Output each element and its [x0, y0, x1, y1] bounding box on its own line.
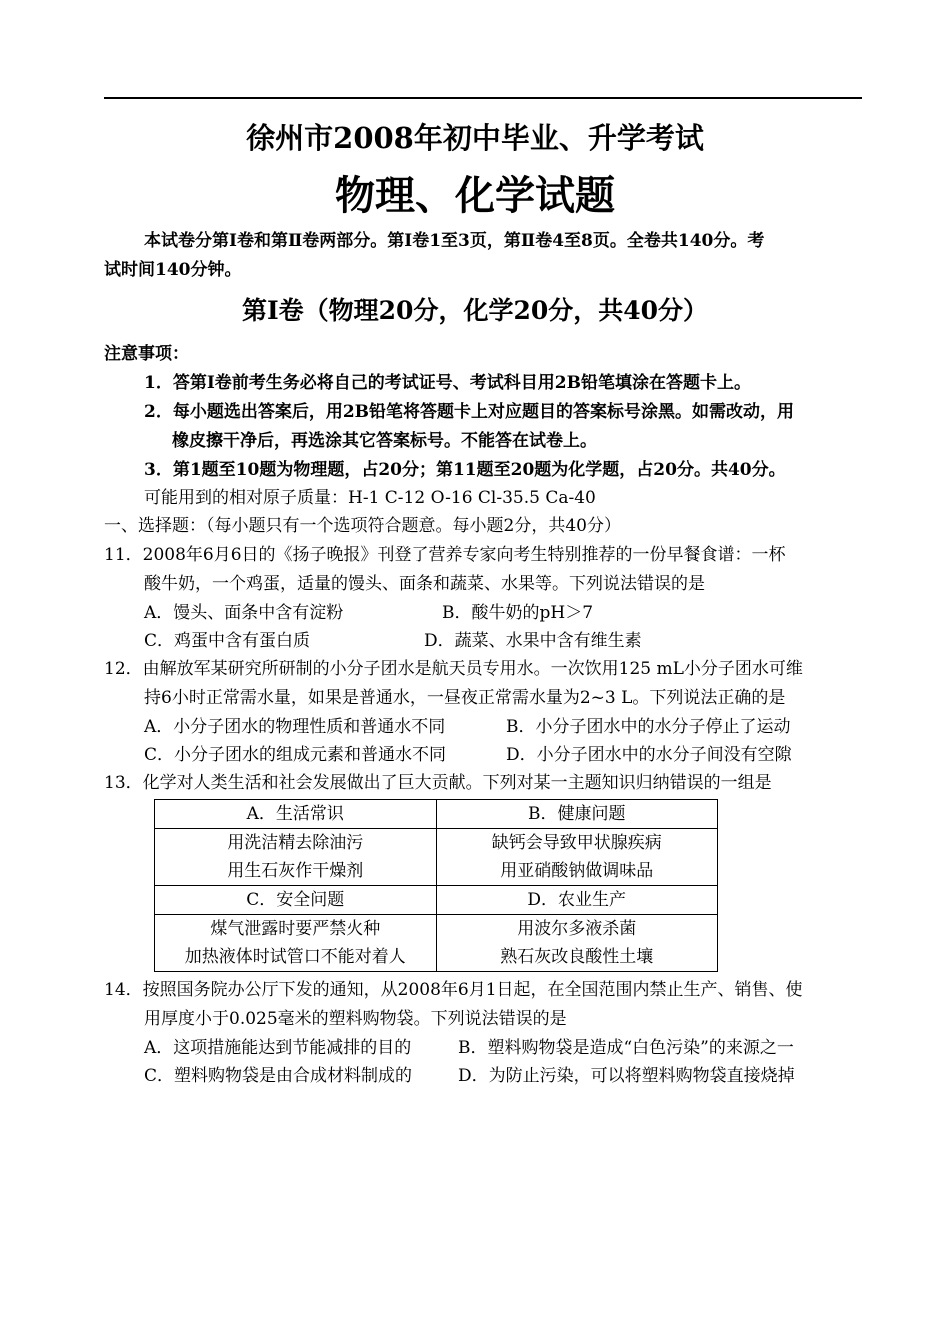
q14-option-b: B．塑料购物袋是造成“白色污染”的来源之一	[458, 1038, 794, 1058]
q14-option-d: D．为防止污染，可以将塑料购物袋直接烧掉	[458, 1066, 795, 1086]
q13-cell-b-body	[436, 829, 718, 886]
q13-table	[154, 799, 718, 972]
intro-line-1: 本试卷分第Ⅰ卷和第Ⅱ卷两部分。第Ⅰ卷1至3页，第Ⅱ卷4至8页。全卷共140分。考	[144, 231, 765, 251]
q13-c-item-2: 加热液体时试管口不能对着人	[184, 947, 406, 967]
q14-option-a: A．这项措施能达到节能减排的目的	[144, 1038, 412, 1058]
q13-c-item-1: 煤气泄露时要严禁火种	[210, 919, 381, 939]
q13-cell-d-head: D．农业生产	[436, 886, 718, 915]
q13-d-item-2: 熟石灰改良酸性土壤	[500, 947, 654, 967]
q12-stem-cont: 持6小时正常需水量，如果是普通水，一昼夜正常需水量为2~3 L。下列说法正确的是	[144, 688, 786, 708]
q14-stem-cont: 用厚度小于0.025毫米的塑料购物袋。下列说法错误的是	[144, 1009, 567, 1029]
q12-option-b: B．小分子团水中的水分子停止了运动	[506, 717, 791, 737]
top-rule	[104, 97, 862, 99]
q13-stem: 13．化学对人类生活和社会发展做出了巨大贡献。下列对某一主题知识归纳错误的一组是	[104, 773, 772, 793]
q11-option-d: D．蔬菜、水果中含有维生素	[424, 631, 642, 651]
q13-cell-d-body	[436, 915, 718, 972]
q13-b-item-2: 用亚硝酸钠做调味品	[500, 861, 654, 881]
note-2: 2．每小题选出答案后，用2B铅笔将答题卡上对应题目的答案标号涂黑。如需改动，用	[144, 402, 795, 422]
q12-option-d: D．小分子团水中的水分子间没有空隙	[506, 745, 792, 765]
q13-b-item-1: 缺钙会导致甲状腺疾病	[491, 833, 662, 853]
q13-cell-c-head: C．安全问题	[155, 886, 437, 915]
section-title: 第Ⅰ卷（物理20分，化学20分，共40分）	[241, 296, 709, 325]
note-3: 3．第1题至10题为物理题，占20分；第11题至20题为化学题，占20分。共40分。	[144, 460, 786, 480]
q13-cell-a-head: A．生活常识	[155, 800, 437, 829]
q13-cell-c-body	[155, 915, 437, 972]
intro-line-2: 试时间140分钟。	[104, 260, 242, 280]
q14-option-c: C．塑料购物袋是由合成材料制成的	[144, 1066, 413, 1086]
q14-stem: 14．按照国务院办公厅下发的通知，从2008年6月1日起，在全国范围内禁止生产、销售、使	[104, 980, 803, 1000]
q13-a-item-1: 用洗洁精去除油污	[227, 833, 364, 853]
q13-cell-b-head: B．健康问题	[436, 800, 718, 829]
note-2-cont: 橡皮擦干净后，再选涂其它答案标号。不能答在试卷上。	[172, 431, 597, 451]
q11-stem-cont: 酸牛奶，一个鸡蛋，适量的馒头、面条和蔬菜、水果等。下列说法错误的是	[144, 574, 705, 594]
q11-stem: 11．2008年6月6日的《扬子晚报》刊登了营养专家向考生特别推荐的一份早餐食谱：一杯	[104, 545, 786, 565]
q13-a-item-2: 用生石灰作干燥剂	[227, 861, 364, 881]
q11-option-c: C．鸡蛋中含有蛋白质	[144, 631, 311, 651]
atomic-mass-line: 可能用到的相对原子质量：H-1 C-12 O-16 Cl-35.5 Ca-40	[144, 488, 596, 508]
q13-cell-a-body	[155, 829, 437, 886]
q12-option-c: C．小分子团水的组成元素和普通水不同	[144, 745, 447, 765]
part-1-heading: 一、选择题：（每小题只有一个选项符合题意。每小题2分，共40分）	[104, 516, 621, 536]
note-1: 1．答第Ⅰ卷前考生务必将自己的考试证号、考试科目用2B铅笔填涂在答题卡上。	[144, 373, 751, 393]
q11-option-b: B．酸牛奶的pH＞7	[442, 603, 594, 623]
q11-option-a: A．馒头、面条中含有淀粉	[144, 603, 344, 623]
exam-subject-title: 物理、化学试题	[335, 172, 615, 219]
exam-title: 徐州市2008年初中毕业、升学考试	[246, 121, 704, 155]
q12-option-a: A．小分子团水的物理性质和普通水不同	[144, 717, 446, 737]
notes-heading: 注意事项：	[104, 344, 189, 364]
q13-d-item-1: 用波尔多液杀菌	[517, 919, 637, 939]
q12-stem: 12．由解放军某研究所研制的小分子团水是航天员专用水。一次饮用125 mL小分子团水可维	[104, 659, 803, 679]
